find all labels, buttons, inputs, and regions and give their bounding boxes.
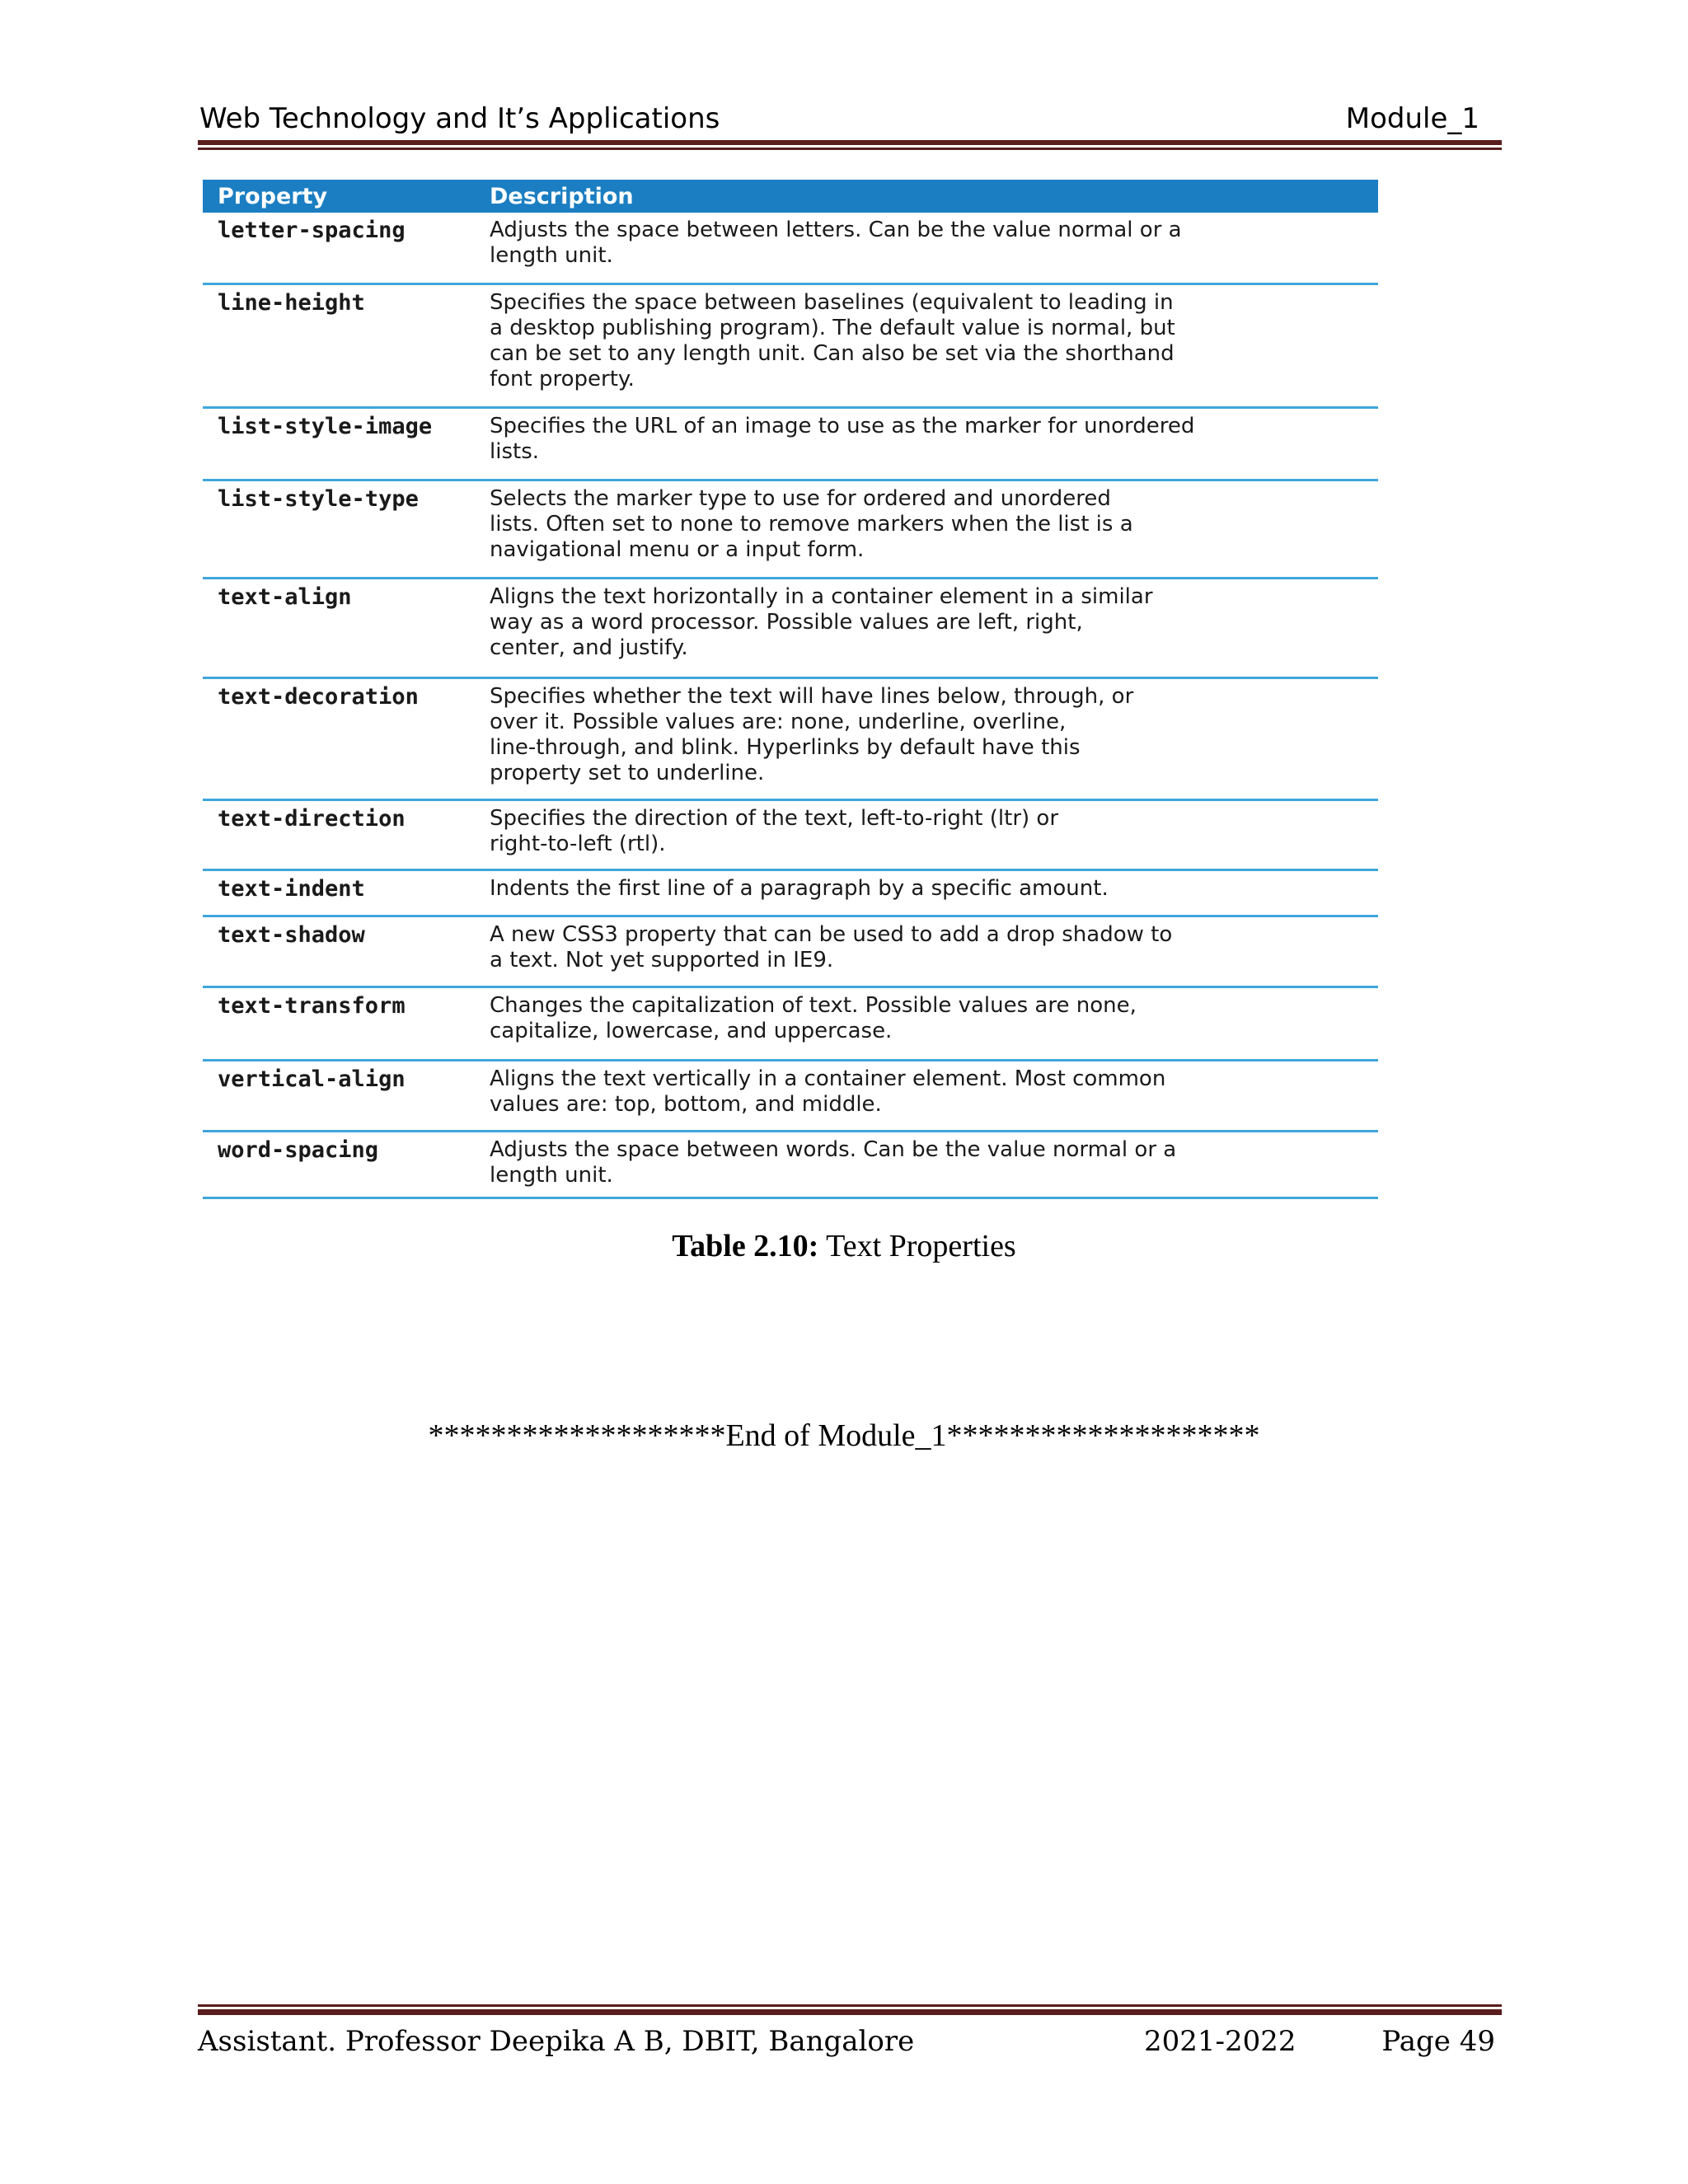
property-description: Selects the marker type to use for ordered and unordered lists. Often set to none to remove markers when the list is a navigational menu or a input form. <box>490 486 1133 562</box>
property-name: vertical-align <box>218 1066 406 1092</box>
footer-author: Assistant. Professor Deepika A B, DBIT, Bangalore <box>198 2025 915 2058</box>
property-name: text-shadow <box>218 922 365 948</box>
table-row <box>203 871 1378 917</box>
table-row <box>203 213 1378 285</box>
table-row <box>203 1132 1378 1199</box>
table-row <box>203 481 1378 579</box>
table-row <box>203 801 1378 871</box>
property-description: Adjusts the space between letters. Can be the value normal or a length unit. <box>490 218 1182 268</box>
text-properties-table <box>203 180 1378 1199</box>
table-caption <box>0 1228 1688 1264</box>
footer-page-number: Page 49 <box>1381 2025 1495 2058</box>
property-name: text-decoration <box>218 684 419 710</box>
module-label: Module_1 <box>1345 102 1479 135</box>
end-of-module-text: *******************End of Module_1******************** <box>428 1418 1260 1453</box>
property-name: text-align <box>218 584 352 610</box>
table-row <box>203 1062 1378 1132</box>
property-description: Specifies whether the text will have lines below, through, or over it. Possible values are: none, underline, overline, line-through, and blink. Hyperlinks by default have this property set to underline. <box>490 684 1134 785</box>
property-name: text-transform <box>218 993 406 1019</box>
property-description: Aligns the text horizontally in a container element in a similar way as a word processor. Possible values are left, right, center, and justify. <box>490 584 1153 660</box>
property-description: Changes the capitalization of text. Possible values are none, capitalize, lowercase, and uppercase. <box>490 993 1137 1043</box>
header-rule-thin <box>198 148 1502 150</box>
property-description: A new CSS3 property that can be used to add a drop shadow to a text. Not yet supported in IE9. <box>490 922 1173 972</box>
footer-year: 2021-2022 <box>1144 2025 1296 2058</box>
footer-rule <box>198 2009 1502 2015</box>
footer-rule-thin <box>198 2004 1502 2007</box>
property-description: Specifies the URL of an image to use as the marker for unordered lists. <box>490 414 1195 464</box>
table-header <box>203 180 1378 213</box>
property-name: list-style-image <box>218 414 433 439</box>
table-row <box>203 409 1378 481</box>
table-row <box>203 679 1378 801</box>
property-name: list-style-type <box>218 486 419 512</box>
table-row <box>203 988 1378 1062</box>
page-header <box>198 99 1502 138</box>
property-name: text-indent <box>218 876 365 902</box>
property-name: word-spacing <box>218 1137 379 1163</box>
property-name: text-direction <box>218 806 406 832</box>
property-description: Aligns the text vertically in a container element. Most common values are: top, bottom, and middle. <box>490 1066 1166 1117</box>
header-rule <box>198 140 1502 145</box>
property-description: Specifies the direction of the text, left-to-right (ltr) or right-to-left (rtl). <box>490 806 1059 856</box>
caption-label: Table 2.10: <box>672 1229 819 1263</box>
table-row <box>203 917 1378 988</box>
property-name: line-height <box>218 290 365 316</box>
property-name: letter-spacing <box>218 218 406 243</box>
page-footer <box>198 2021 1502 2062</box>
caption-text: Text Properties <box>818 1229 1016 1263</box>
table-row <box>203 579 1378 679</box>
property-description: Specifies the space between baselines (equivalent to leading in a desktop publishing program). The default value is normal, but can be set to any length unit. Can also be set via the shorthand font property. <box>490 290 1175 391</box>
column-header-property: Property <box>218 183 328 209</box>
property-description: Indents the first line of a paragraph by a specific amount. <box>490 876 1109 901</box>
document-title: Web Technology and It’s Applications <box>199 102 720 135</box>
table-row <box>203 285 1378 409</box>
property-description: Adjusts the space between words. Can be the value normal or a length unit. <box>490 1137 1177 1188</box>
column-header-description: Description <box>490 183 634 209</box>
